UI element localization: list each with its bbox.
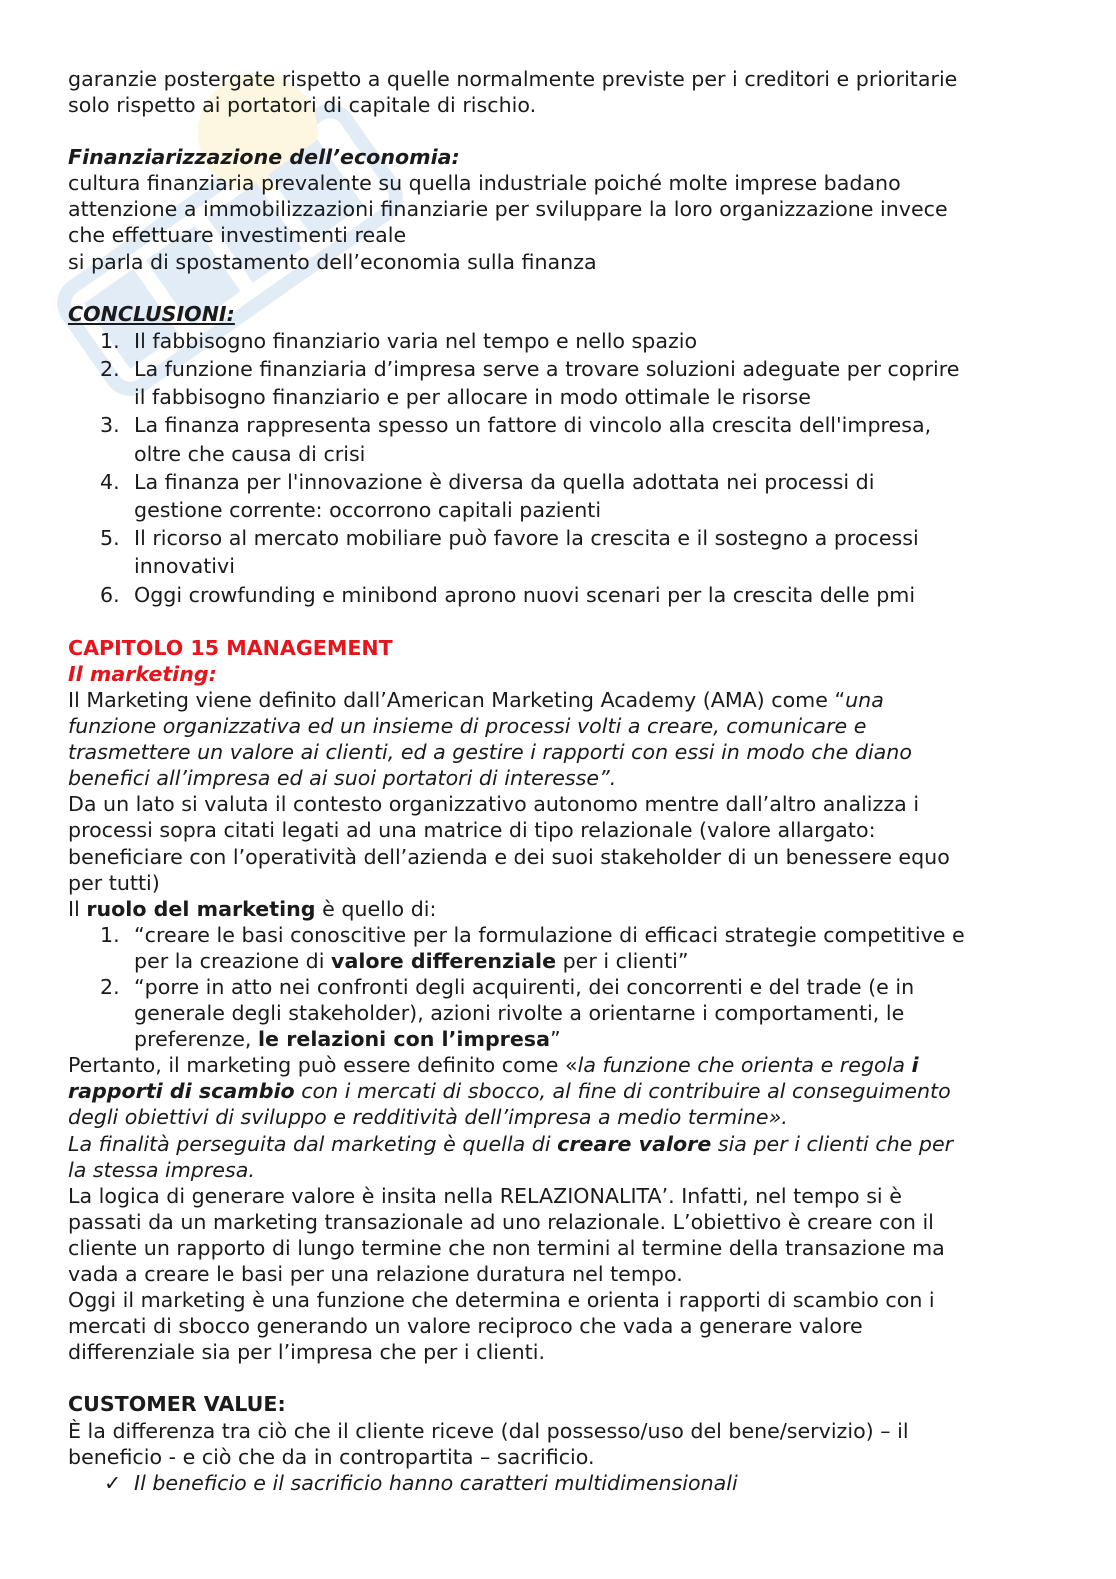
customer-value-heading: CUSTOMER VALUE: — [68, 1392, 286, 1417]
paragraph-line: Il Marketing viene definito dall’American Marketing Academy (AMA) come “una — [68, 687, 884, 712]
paragraph-line: per tutti) — [68, 870, 160, 895]
list-item: 1. “creare le basi conoscitive per la formulazione di efficaci strategie competitive e per la creazione di valore differenziale per i clienti” — [100, 922, 965, 973]
chapter-title: CAPITOLO 15 MANAGEMENT — [68, 635, 393, 660]
paragraph-line: processi sopra citati legati ad una matrice di tipo relazionale (valore allargato: — [68, 818, 876, 843]
paragraph-line: Oggi il marketing è una funzione che determina e orienta i rapporti di scambio con i — [68, 1288, 935, 1313]
list-item: 4. La finanza per l'innovazione è diversa da quella adottata nei processi di gestione corrente: occorrono capitali pazienti — [100, 469, 875, 522]
paragraph-line: che effettuare investimenti reale — [68, 223, 407, 248]
paragraph-line: cliente un rapporto di lungo termine che non termini al termine della transazione ma — [68, 1235, 945, 1260]
list-item: 2. “porre in atto nei confronti degli acquirenti, dei concorrenti e del trade (e in generale degli stakeholder), azioni rivolte a orientarne i comportamenti, le preferenze, le relazioni con l’impresa” — [100, 975, 915, 1052]
paragraph-line: Il ruolo del marketing è quello di: — [68, 896, 437, 921]
paragraph-line: vada a creare le basi per una relazione duratura nel tempo. — [68, 1262, 683, 1287]
intro-line: solo rispetto ai portatori di capitale di rischio. — [68, 93, 537, 118]
paragraph-line: degli obiettivi di sviluppo e redditività dell’impresa a medio termine». — [68, 1105, 788, 1130]
paragraph-line: la stessa impresa. — [68, 1157, 255, 1182]
paragraph-line: differenziale sia per l’impresa che per i clienti. — [68, 1340, 545, 1365]
paragraph-line: È la differenza tra ciò che il cliente riceve (dal possesso/uso del bene/servizio) – il — [68, 1418, 909, 1443]
list-item: 2. La funzione finanziaria d’impresa serve a trovare soluzioni adeguate per coprire il fabbisogno finanziario e per allocare in modo ottimale le risorse — [100, 356, 960, 410]
paragraph-line: beneficio - e ciò che da in contropartita – sacrificio. — [68, 1444, 595, 1469]
paragraph-line: si parla di spostamento dell’economia sulla finanza — [68, 249, 597, 274]
paragraph-line: cultura finanziaria prevalente su quella industriale poiché molte imprese badano — [68, 171, 901, 196]
conclusioni-heading: CONCLUSIONI: — [68, 301, 235, 326]
paragraph-line: trasmettere un valore ai clienti, ed a gestire i rapporti con essi in modo che diano — [68, 740, 912, 765]
list-item: 5. Il ricorso al mercato mobiliare può favore la crescita e il sostegno a processi innovativi — [100, 526, 919, 579]
ruolo-list — [68, 922, 1048, 1052]
paragraph-line: funzione organizzativa ed un insieme di processi volti a creare, comunicare e — [68, 714, 867, 739]
list-item: 3. La finanza rappresenta spesso un fattore di vincolo alla crescita dell'impresa, oltre che causa di crisi — [100, 413, 932, 466]
paragraph-line: Pertanto, il marketing può essere definito come «la funzione che orienta e regola i — [68, 1053, 919, 1078]
paragraph-line: La logica di generare valore è insita nella RELAZIONALITA’. Infatti, nel tempo si è — [68, 1183, 902, 1208]
list-item: 1. Il fabbisogno finanziario varia nel tempo e nello spazio — [100, 328, 698, 353]
paragraph-line: attenzione a immobilizzazioni finanziarie per sviluppare la loro organizzazione invece — [68, 197, 948, 222]
section-subtitle: Il marketing: — [68, 661, 217, 686]
paragraph-line: benefici all’impresa ed ai suoi portatori di interesse”. — [68, 766, 617, 791]
intro-line: garanzie postergate rispetto a quelle normalmente previste per i creditori e prioritarie — [68, 67, 958, 91]
paragraph-line: mercati di sbocco generando un valore reciproco che vada a generare valore — [68, 1314, 863, 1339]
list-item: 6. Oggi crowfunding e minibond aprono nuovi scenari per la crescita delle pmi — [100, 582, 916, 607]
conclusioni-list — [68, 327, 1048, 609]
check-bullet-item: ✓ Il beneficio e il sacrificio hanno caratteri multidimensionali — [104, 1470, 738, 1495]
finanziarizzazione-heading: Finanziarizzazione dell’economia: — [68, 145, 460, 170]
paragraph-line: rapporti di scambio con i mercati di sbocco, al fine di contribuire al conseguimento — [68, 1079, 951, 1104]
checkmark-icon: ✓ — [104, 1470, 122, 1495]
paragraph-line: Da un lato si valuta il contesto organizzativo autonomo mentre dall’altro analizza i — [68, 792, 920, 817]
paragraph-line: passati da un marketing transazionale ad uno relazionale. L’obiettivo è creare con il — [68, 1209, 934, 1234]
paragraph-line: beneficiare con l’operatività dell’azienda e dei suoi stakeholder di un benessere equo — [68, 844, 950, 869]
document-page — [68, 66, 1048, 1496]
paragraph-line: La finalità perseguita dal marketing è quella di creare valore sia per i clienti che per — [68, 1131, 954, 1156]
